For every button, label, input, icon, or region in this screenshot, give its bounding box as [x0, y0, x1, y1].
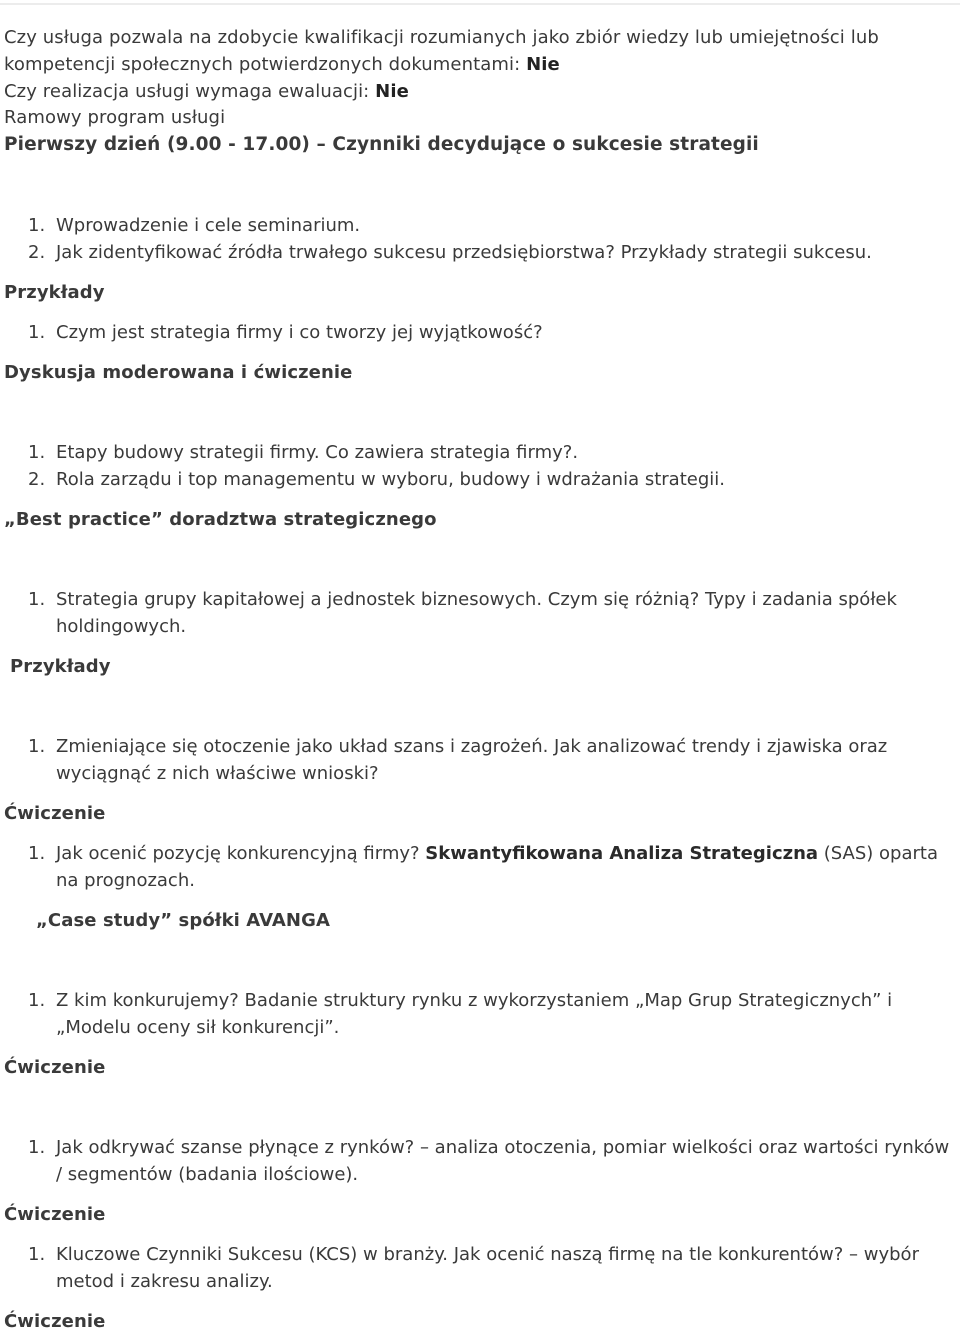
section-heading: Ćwiczenie — [4, 1057, 106, 1078]
list-number: 1. — [28, 990, 46, 1011]
section-heading: Dyskusja moderowana i ćwiczenie — [4, 362, 353, 383]
list-item: Z kim konkurujemy? Badanie struktury rynku z wykorzystaniem „Map Grup Strategicznych” i — [56, 990, 893, 1011]
list-number: 1. — [28, 1244, 46, 1265]
list-item-continuation: metod i zakresu analizy. — [56, 1271, 273, 1292]
list-item: Jak odkrywać szanse płynące z rynków? – analiza otoczenia, pomiar wielkości oraz wartości rynków — [56, 1137, 950, 1158]
list-item: Zmieniające się otoczenie jako układ szans i zagrożeń. Jak analizować trendy i zjawiska oraz — [56, 736, 888, 757]
list-number: 2. — [28, 242, 46, 263]
day-heading: Pierwszy dzień (9.00 - 17.00) – Czynniki decydujące o sukcesie strategii — [4, 134, 759, 155]
list-item: Etapy budowy strategii firmy. Co zawiera strategia firmy?. — [56, 442, 579, 463]
section-heading: Przykłady — [4, 282, 105, 303]
list-item: Czym jest strategia firmy i co tworzy jej wyjątkowość? — [56, 322, 543, 343]
list-item-text: (SAS) oparta — [818, 843, 938, 864]
qualification-question-cont — [4, 52, 560, 78]
list-number: 1. — [28, 589, 46, 610]
qualification-answer: Nie — [526, 54, 560, 75]
list-number: 1. — [28, 442, 46, 463]
list-item: Rola zarządu i top managementu w wyboru, budowy i wdrażania strategii. — [56, 469, 725, 490]
evaluation-question — [4, 79, 409, 105]
section-heading: „Case study” spółki AVANGA — [36, 910, 330, 931]
list-item-continuation: na prognozach. — [56, 870, 195, 891]
section-heading: Ćwiczenie — [4, 1311, 106, 1332]
section-heading: Przykłady — [10, 656, 111, 677]
list-item: Wprowadzenie i cele seminarium. — [56, 215, 361, 236]
top-divider — [0, 3, 960, 5]
evaluation-answer: Nie — [375, 81, 409, 102]
list-item: Jak zidentyfikować źródła trwałego sukcesu przedsiębiorstwa? Przykłady strategii sukcesu. — [56, 242, 872, 263]
section-heading: Ćwiczenie — [4, 803, 106, 824]
list-item-continuation: holdingowych. — [56, 616, 187, 637]
list-item-emphasis: Skwantyfikowana Analiza Strategiczna — [425, 843, 819, 864]
list-number: 1. — [28, 215, 46, 236]
list-number: 1. — [28, 843, 46, 864]
list-item-continuation: wyciągnąć z nich właściwe wnioski? — [56, 763, 379, 784]
list-item: Kluczowe Czynniki Sukcesu (KCS) w branży. Jak ocenić naszą firmę na tle konkurentów? – wybór — [56, 1244, 919, 1265]
program-label: Ramowy program usługi — [4, 107, 226, 128]
list-item-text: Jak ocenić pozycję konkurencyjną firmy? — [56, 843, 426, 864]
qualification-question: Czy usługa pozwala na zdobycie kwalifikacji rozumianych jako zbiór wiedzy lub umiejętności lub — [4, 27, 879, 48]
section-heading: „Best practice” doradztwa strategicznego — [4, 509, 437, 530]
qualification-question-text: kompetencji społecznych potwierdzonych dokumentami: — [4, 54, 527, 75]
list-number: 1. — [28, 736, 46, 757]
section-heading: Ćwiczenie — [4, 1204, 106, 1225]
list-number: 2. — [28, 469, 46, 490]
list-number: 1. — [28, 1137, 46, 1158]
list-item-continuation: „Modelu oceny sił konkurencji”. — [56, 1017, 340, 1038]
list-item: Strategia grupy kapitałowej a jednostek biznesowych. Czym się różnią? Typy i zadania spółek — [56, 589, 897, 610]
list-number: 1. — [28, 322, 46, 343]
list-item — [56, 841, 938, 867]
list-item-continuation: / segmentów (badania ilościowe). — [56, 1164, 359, 1185]
evaluation-question-text: Czy realizacja usługi wymaga ewaluacji: — [4, 81, 376, 102]
